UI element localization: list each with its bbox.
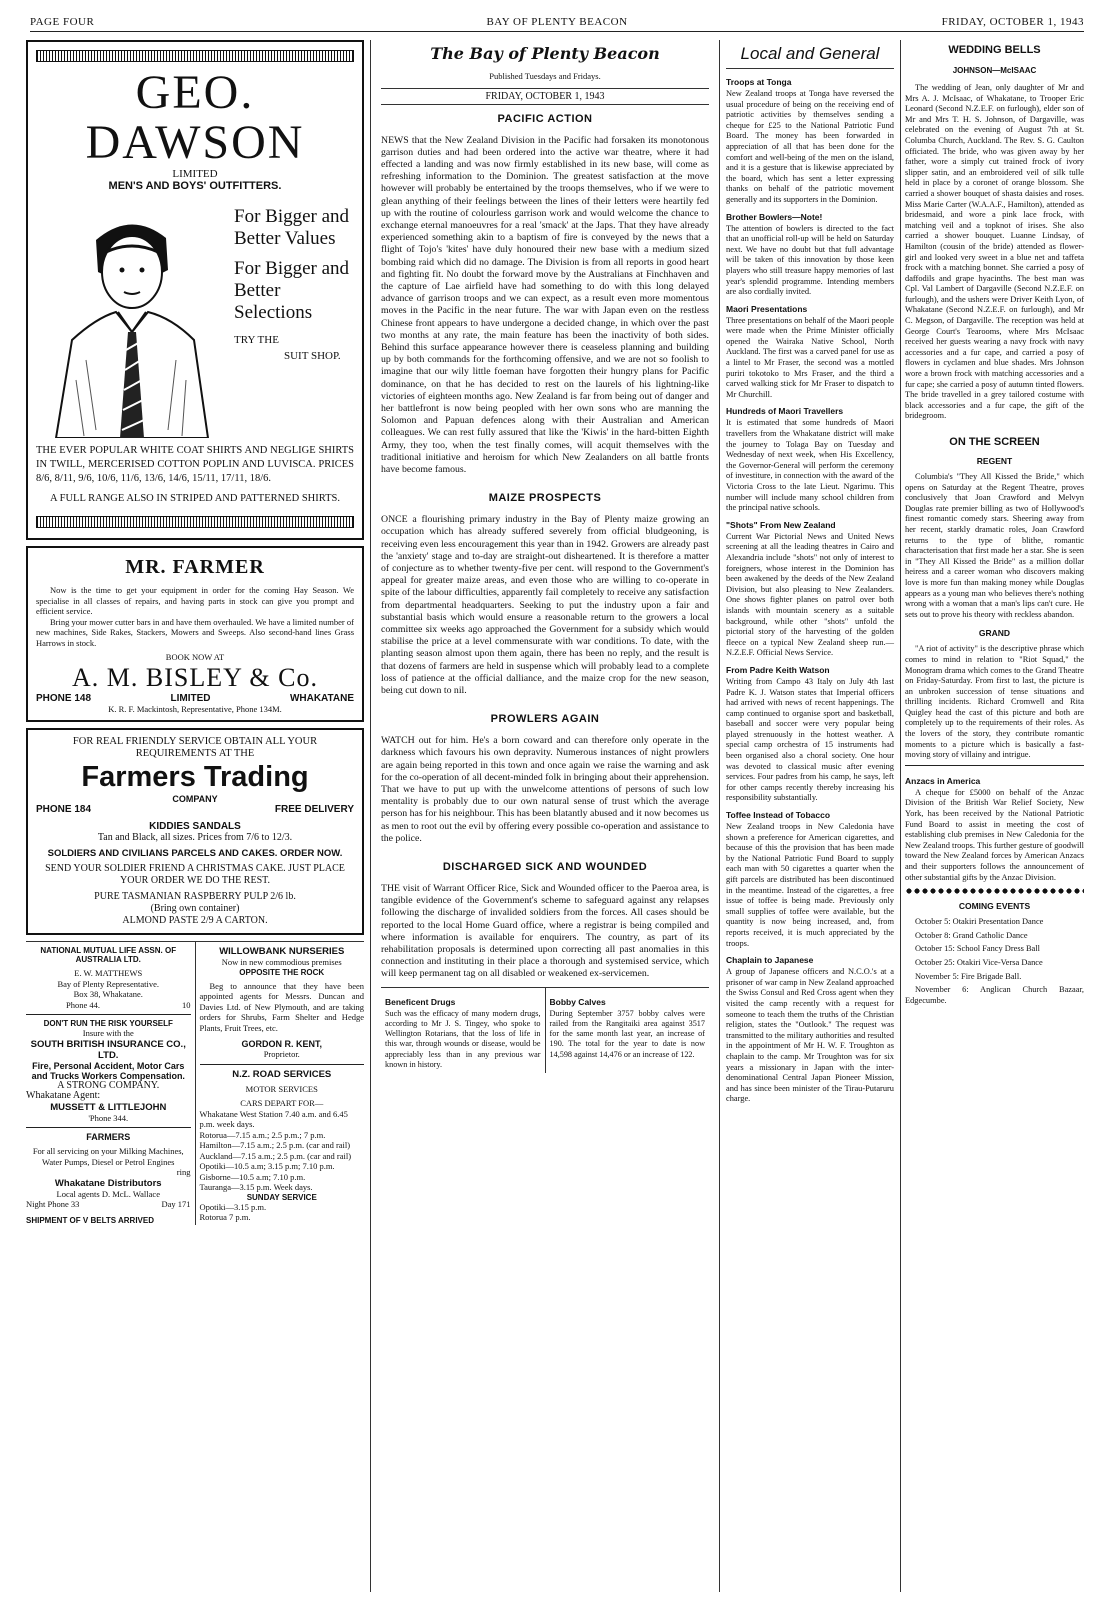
brief-calves xyxy=(545,988,710,1073)
strong-company: A STRONG COMPANY. xyxy=(57,1079,160,1091)
raspberry-pulp: PURE TASMANIAN RASPBERRY PULP 2/6 lb. xyxy=(94,891,296,902)
dawson-range: A FULL RANGE ALSO IN STRIPED AND PATTERNED SHIRTS. xyxy=(50,493,340,504)
mutual-phone-row xyxy=(26,1000,191,1011)
road-line: Tauranga—3.15 p.m. Week days. xyxy=(199,1182,313,1192)
sunday-service: SUNDAY SERVICE xyxy=(246,1192,317,1202)
news-item-title: Troops at Tonga xyxy=(726,77,792,87)
event-item: October 15: School Fancy Dress Ball xyxy=(915,944,1040,954)
grand-body: "A riot of activity" is the descriptive phrase which comes to mind in relation to "Riot Squad," the Monogram drama which comes to the Grand Theatre on Friday-Saturday. From first to last, the picture is an unbroken succession of tense situations and thrilling incidents. Richard Cromwell and Rita Quigley head the cast of this picture and both are completely up to the requirements of their roles. As the lovers of the story, they contribute romantic moments to a picture which is basically a fast-moving story of villainy and intrigue. xyxy=(905,644,1084,760)
willowbank-title: WILLOWBANK NURSERIES xyxy=(219,946,345,957)
news-item xyxy=(726,810,894,949)
news-item-body: A group of Japanese officers and N.C.O.'s at a prisoner of war camp in New Zealand approached the Swiss Consul and Red Cross agent when they visited the camp recently with a request for someone to teach them the truths of the Christian religion, states the "Outlook." The request was transmitted to the military authorities and resulted in the appointment of Mr H. W. F. Troughton as chaplain to the camp. Mr Troughton was for six years a missionary in Japan with the inter-denominational Central Japan Pioneer Mission, and has since been minister of the Tirau-Putaruru charge. xyxy=(726,967,894,1104)
mutual-title: NATIONAL MUTUAL LIFE ASSN. OF AUSTRALIA LTD. xyxy=(40,946,177,964)
news-item xyxy=(726,304,894,401)
page-masthead xyxy=(30,14,1084,32)
insurance-phone: 'Phone 344. xyxy=(88,1112,129,1123)
sunday-line: Opotiki—3.15 p.m. xyxy=(199,1201,267,1212)
book-now: BOOK NOW AT xyxy=(165,652,225,662)
trading-contact-row xyxy=(36,804,354,815)
road-line: Rotorua—7.15 a.m.; 2.5 p.m.; 7 p.m. xyxy=(199,1129,326,1140)
slogan-values: For Bigger and Better Values xyxy=(234,206,350,249)
editorial-masthead: The Bay of Plenty Beacon xyxy=(430,44,660,63)
bisley-town: WHAKATANE xyxy=(289,692,354,704)
decorative-stripe xyxy=(36,50,354,62)
news-item-body: Writing from Campo 43 Italy on July 4th last Padre K. J. Watson states that Imperial officers had arrived with news of recent happenings. The camp continued to organise sport and basketball, baseball and soccer were very popular being played strenuously in the hottest weather. A special camp orchestra of 15 instruments had been organised also a choral society. One hour was devoted to classical music after evening services. Four padres from his camp, he says, left for other camps recently thereby increasing his responsibility substantially. xyxy=(726,676,894,803)
day-phone: Day 171 xyxy=(161,1199,191,1209)
farmer-p1: Now is the time to get your equipment in order for the coming Hay Season. We specialise in all classes of repairs, and having parts in stock can give you prompt and efficient service. xyxy=(36,585,354,616)
local-general-column xyxy=(722,40,898,1592)
news-item xyxy=(726,955,894,1105)
brief-body: Such was the efficacy of many modern drugs, according to Mr J. S. Tingey, who spoke to Wellington Rotarians, that the loss of life in this war, through wounds or disease, would be appreciably less than in any previous war known in history. xyxy=(385,1008,541,1069)
news-item-body: Current War Pictorial News and United News screening at all the leading theatres in Cairo and Alexandria include "shots" not only of interest to foreigners, whose interest in the Dominion has been awakened by the deeds of the New Zealand Division, but also pleasing to New Zealanders. One shows fighter planes on patrol over both islands with mountain scenery as a suitable background, while other "shots" unfold the pictorial story of the harvesting of the golden fleece on a typical New Zealand sheep run.—N.Z.E.F. Official News Service. xyxy=(726,531,894,658)
regent-title: REGENT xyxy=(976,456,1013,466)
brief-drugs xyxy=(381,988,545,1073)
regent-body: Columbia's "They All Kissed the Bride," which opens on Saturday at the Regent Theatre, proves conclusively that Joan Crawford and Melvyn Douglas rate premier billing as two of Hollywood's finest romantic comedy stars. Sheering away from her recent, starkly dramatic roles, Joan Crawford returns to the type of blithe, romantic characterisation that first made her a star. She is seen in "They All Kissed the Bride" as a million dollar heiress and a career woman who discovers making love is more fun than making money while Douglas appears as a young man who believes there's nothing wrong with a woman that a man's lips can't cure. He sets out to prove his theory with reckless abandon. xyxy=(905,472,1084,619)
news-item-title: Toffee Instead of Tobacco xyxy=(726,810,831,821)
willowbank-owner: GORDON R. KENT, xyxy=(241,1039,322,1049)
article-body: NEWS that the New Zealand Division in the Pacific had forsaken its monotonous garrison duties and had been ordered into the active war theatre, where it had effected a landing and was now firmly established in its new base, will come as refreshing information to the Dominion. The greatest satisfaction at the move however will probably be entertained by the troops themselves, who if we were to glean anything of their feelings between the lines of their letters were heartily fed up with the routine of colourless garrison work and would welcome the chance to exchange eternal manoeuvres for a real 'smack' at the Japs. That they have already experienced something akin to a baptism of fire is conveyed by the news that a flight of Tojo's 'kites' have duly honoured their new base with a medium sized bombing raid which did no damage. The Division is from all reports in good heart and fighting fit. No doubt the forward move by the Australians at Finchhaven and the capture of Lae airfield have had something to do with this long delayed advance of garrison troops and we can expect, as a result even more momentous moves in the Pacific in the near future. The war with Japan even on the restless Chinese front appears to have undergone a decided change, in which over the past two months at any rate, the main feature has been the inactivity of both sides. Behind this surface appearance however there is ceaseless planning and building up by both commands for the forthcoming offensive, and we are not so foolish to imagine that our wily little foeman have forgotten their hungry plans for Pacific dominance, on that he has decided to rest on the laurels of his lightning-like victories of eighteen months ago. New Zealand is far from being out of danger and her battlefront is now being peopled with her own sons who are manning the Solomon and Papuan defences along with their Australian and American colleagues. We can rest fully assured that like the 'Kiwis' in the hard-bitten Eighth Army, they too, when the test finally comes, will acquit themselves with the traditional initiative and heroism for which New Zealanders on all battle fronts have become famous. xyxy=(381,134,709,475)
bisley-name: A. M. BISLEY & Co. xyxy=(72,662,318,692)
willowbank-opposite: OPPOSITE THE ROCK xyxy=(239,967,325,977)
farmer-p2: Bring your mower cutter bars in and have them overhauled. We have a limited number of new machines, Side Rakes, Stackers, Mowers and Sweeps. Also second-hand lines Grass Harrows in stock. xyxy=(36,616,354,648)
road-cars: CARS DEPART FOR— xyxy=(240,1098,324,1108)
night-phone: Night Phone 33 xyxy=(26,1199,80,1209)
suit-shop: SUIT SHOP. xyxy=(284,350,341,362)
trading-delivery: FREE DELIVERY xyxy=(274,804,354,815)
news-item-title: Chaplain to Japanese xyxy=(726,955,814,966)
paper-name: BAY OF PLENTY BEACON xyxy=(486,16,628,28)
brief-title: Beneficent Drugs xyxy=(385,996,456,1007)
bisley-phone: PHONE 148 xyxy=(36,692,92,704)
editorial-column xyxy=(370,40,720,1592)
insurance-lines: Fire, Personal Accident, Motor Cars and Trucks Workers Compensation. xyxy=(31,1060,185,1081)
dawson-illustration-row xyxy=(36,200,354,438)
willowbank-proprietor: Proprietor. xyxy=(263,1049,300,1059)
mutual-rep: Bay of Plenty Representative. xyxy=(57,978,159,989)
wedding-subtitle: JOHNSON—McISAAC xyxy=(952,66,1037,75)
sunday-line: Rotorua 7 p.m. xyxy=(199,1212,251,1222)
insurance-agent-name: MUSSETT & LITTLEJOHN xyxy=(50,1101,167,1113)
event-item: November 6: Anglican Church Bazaar, Edgecumbe. xyxy=(905,985,1084,1005)
farmer-title: MR. FARMER xyxy=(125,556,265,578)
wedding-title: WEDDING BELLS xyxy=(948,44,1041,56)
insurance-agent-label: Whakatane Agent: xyxy=(26,1090,101,1101)
news-item-body: The attention of bowlers is directed to the fact that an unofficial roll-up will be held on Saturday next. We have no doubt but that full advantage will be taken of this innovation by those keen players who still treasure happy memories of last year's splendid programme. Intending members are also cordially invited. xyxy=(726,223,894,297)
event-item: October 8: Grand Catholic Dance xyxy=(915,930,1028,940)
insurance-company: SOUTH BRITISH INSURANCE CO., LTD. xyxy=(30,1038,186,1061)
bisley-rep: K. R. F. Mackintosh, Representative, Phone 134M. xyxy=(108,703,282,714)
news-item xyxy=(726,406,894,513)
editorial-date: FRIDAY, OCTOBER 1, 1943 xyxy=(381,88,709,105)
try-the: TRY THE xyxy=(234,334,279,346)
article-title: DISCHARGED SICK AND WOUNDED xyxy=(442,861,648,874)
article-title: PACIFIC ACTION xyxy=(497,112,593,125)
road-motor: MOTOR SERVICES xyxy=(245,1083,318,1094)
small-ads-right xyxy=(196,942,365,1225)
event-item: October 5: Otakiri Presentation Dance xyxy=(915,917,1044,927)
news-item xyxy=(726,520,894,659)
mutual-name: E. W. MATTHEWS xyxy=(74,968,143,978)
willowbank-now: Now in new commodious premises xyxy=(221,957,342,967)
grand-title: GRAND xyxy=(978,628,1011,639)
ring: ring xyxy=(176,1167,191,1177)
news-item xyxy=(726,77,894,206)
farmers-agents: Local agents D. McL. Wallace xyxy=(56,1188,160,1199)
dawson-ad xyxy=(26,40,364,540)
farmers-title: FARMERS xyxy=(86,1132,131,1142)
brief-body: During September 3757 bobby calves were railed from the Rangitaiki area against 3517 for the same month last year, an increase of 190. The total for the year to date is now 14,598 against 14,476 or an increase of 122. xyxy=(549,1008,705,1059)
brief-title: Bobby Calves xyxy=(549,996,606,1007)
farmer-ad xyxy=(26,546,364,722)
news-item-title: From Padre Keith Watson xyxy=(726,664,830,675)
page-date: FRIDAY, OCTOBER 1, 1943 xyxy=(941,16,1084,28)
news-item-title: Maori Presentations xyxy=(726,303,808,314)
article-title: MAIZE PROSPECTS xyxy=(488,492,602,505)
decorative-stripe xyxy=(36,516,354,528)
news-item-body: New Zealand troops in New Caledonia have shown a preference for American cigarettes, and because of this the provision that has been made by the National Patriotic Fund Board to supply each man with 50 cigarettes a quarter when the gift parcels are distributed has been discontinued in the meantime. Instead of the cigarettes, a free issue of toffee is being made. Previously only small supplies of toffee were available, but the quantity is now being increased, and, from reports received, it is much appreciated by the troops. xyxy=(726,822,894,948)
article-title: PROWLERS AGAIN xyxy=(490,713,600,726)
dawson-subtitle: MEN'S AND BOYS' OUTFITTERS. xyxy=(108,180,282,192)
parcels-heading: SOLDIERS AND CIVILIANS PARCELS AND CAKES. ORDER NOW. xyxy=(47,848,343,859)
dawson-slogans xyxy=(226,200,354,438)
road-line: Opotiki—10.5 a.m; 3.15 p.m; 7.10 p.m. xyxy=(199,1161,335,1171)
own-container: (Bring own container) xyxy=(150,903,240,914)
trading-phone: PHONE 184 xyxy=(36,804,92,815)
news-item-body: It is estimated that some hundreds of Maori travellers from the Whakatane district will make the journey to Tolaga Bay on Tuesday and Wednesday of next week, when His Excellency, the Governor-General will perform the ceremony of investiture, in connection with the award of the Victoria Cross to the late Lieut. Ngarimu. This number will include many school children from the principal native schools. xyxy=(726,418,894,513)
farmers-distributors: Whakatane Distributors xyxy=(54,1177,162,1189)
christmas-cake: SEND YOUR SOLDIER FRIEND A CHRISTMAS CAKE. JUST PLACE YOUR ORDER WE DO THE REST. xyxy=(45,863,345,886)
news-item-title: "Shots" From New Zealand xyxy=(726,519,836,530)
article-body: ONCE a flourishing primary industry in the Bay of Plenty maize growing an occupation which has already suffered severely from official bludgeoning, is receiving even less encouragement this year than in 1942. Growers are already past the 'anxiety' stage and to-day are straight-out disheartened. It is therefore a matter of conjecture as to whether twenty-five per cent. will respond to the Government's appeal for greater maize areas, and even those who are willing to co-operate in spite of the labour difficulties, apparently fail completely to receive any satisfaction from departmental headquarters. Seeking to put the industry upon a fair and substantial basis which would ensure a reasonable return to the growers a local committee six weeks ago approached the Government for a subsidy which would stabilise the price at a level commensurate with war conditions. To date, with the planting season almost upon them again, there has been no reply, and the result is that dozens of farmers are held in suspense which will probably lead to a complete loss of patience at the official dalliance, and the maize crop for the new season, being cut down to nil. xyxy=(381,514,709,697)
mutual-phone: Phone 44. xyxy=(66,999,100,1010)
willowbank-body: Beg to announce that they have been appointed agents for Messrs. Duncan and Davies Ltd. of New Plymouth, and are taking orders for Shrubs, Farm Shelter and Hedge Plants, Fruit Trees, etc. xyxy=(199,980,364,1033)
road-title: N.Z. ROAD SERVICES xyxy=(232,1068,332,1080)
farmers-trading-ad xyxy=(26,728,364,935)
mutual-box: Box 38, Whakatane. xyxy=(73,989,143,999)
bisley-limited: LIMITED xyxy=(170,692,211,704)
farmers-body: For all servicing on your Milking Machines, Water Pumps, Diesel or Petrol Engines xyxy=(32,1146,184,1167)
small-ads-grid xyxy=(26,941,364,1225)
published-note: Published Tuesdays and Fridays. xyxy=(489,71,601,81)
trading-title: Farmers Trading xyxy=(81,761,309,793)
road-line: Hamilton—7.15 a.m.; 2.5 p.m. (car and rail) xyxy=(199,1140,351,1150)
bottom-briefs xyxy=(381,987,709,1073)
mutual-number: 10 xyxy=(182,999,191,1010)
insurance-title: DON'T RUN THE RISK YOURSELF xyxy=(43,1019,173,1028)
trading-intro: FOR REAL FRIENDLY SERVICE OBTAIN ALL YOUR REQUIREMENTS AT THE xyxy=(72,736,318,759)
small-ads-left xyxy=(26,942,196,1225)
insure-with: Insure with the xyxy=(82,1028,134,1038)
kiddies-sandals: KIDDIES SANDALS xyxy=(149,821,241,832)
news-item-body: New Zealand troops at Tonga have reversed the usual procedure of being on the receiving end of patriotic activities by themselves sending a cheque for £25 to the National Patriotic Fund Board. The money has been forwarded in appreciation of all that has been done for the comfort and well-being of the men on the island, and it is a gesture that is likewise appreciated by the board, which has sent a letter expressing thanks on behalf of the patriotic movement generally and its supporters in the Dominion. xyxy=(726,89,894,204)
decorative-border xyxy=(905,887,1084,895)
trading-company: COMPANY xyxy=(172,794,218,804)
local-general-title: Local and General xyxy=(726,44,894,69)
wedding-body: The wedding of Jean, only daughter of Mr and Mrs A. J. McIsaac, of Whakatane, to Trooper Eric Leonard (Second N.Z.E.F. on furlough), elder son of Mr and Mrs T. H. S. Johnson, of Dargaville, was celebrated on the evening of August 7th at St. Columba Church, Auckland. The Rev. S. G. Caulton officiated. The bride, who was given away by her father, wore a simply cut trained frock of ivory slipper satin, and an embroidered veil of silk tulle held in place by a coronet of orange blossom. She carried a shower bouquet of shasta daisies and roses. Miss Marie Carter (W.A.A.F., Hamilton), attended as bridesmaid, and wore a pink lace frock, with matching veil and a topknot of irises. She also carried a shower bouquet. Luanne Lindsay, of Hamilton (cousin of the bride) attended as flower-girl and looked very sweet in a blue net and taffeta frock with a matching bonnet. She carried a posy of daffodils and grape hyacinths. The best man was Cpl. Val Lambert of Dargaville (Second N.Z.E.F. on furlough), and the ushers were Driver Keith Lyon, of Whakatane (Second N.Z.E.F. on furlough), and Mr C. Megson, of Dargaville. The reception was held at George Court's Tearooms, where Mrs McIsaac received her guests wearing a navy frock with navy accessories and a fur cape, and carried a posy of flowers in cyclamen and blue shades. Mrs Johnson wore a brown frock with matching accessories and a fur cape; she carried a posy of autumn tinted flowers. The bride travelled in a grey tailored costume with black accessories and a fur cape, the gift of the bridegroom. xyxy=(905,83,1084,421)
anzacs-title: Anzacs in America xyxy=(905,775,981,786)
event-item: October 25: Otakiri Vice-Versa Dance xyxy=(915,957,1043,967)
news-item-title: Hundreds of Maori Travellers xyxy=(726,406,844,417)
news-item-body: Three presentations on behalf of the Maori people were made when the Prime Minister officially opened the Wairaka Native School, North Auckland. The first was a carved panel for use as a lintel to Mr Fraser, the second was a mottled puriri tokotoko to Mrs Fraser, and the third a carved walking stick for Mr Fraser to dispatch to Mr Churchill. xyxy=(726,315,894,399)
road-line: Gisborne—10.5 a.m; 7.10 p.m. xyxy=(199,1171,306,1182)
shipment-notice: SHIPMENT OF V BELTS ARRIVED xyxy=(26,1215,155,1225)
road-line: Whakatane West Station 7.40 a.m. and 6.45 p.m. week days. xyxy=(199,1108,348,1129)
road-line: Auckland—7.15 a.m.; 2.5 p.m. (car and rail) xyxy=(199,1150,352,1161)
event-item: November 5: Fire Brigade Ball. xyxy=(915,971,1022,981)
screen-title: ON THE SCREEN xyxy=(949,436,1040,448)
advertisements-column xyxy=(26,40,364,1592)
article-body: WATCH out for him. He's a born coward and can therefore only operate in the darkness which favours his own depravity. Numerous instances of night prowlers are again being reported in this town and once again we raise the warning and ask for the co-operation of all decent-minded folk in bringing about their apprehension. That we have to put up with the unwelcome attentions of persons of such low mentality is probably due to our own natural sense of trust which the average person has for his neighbour. This has been blatantly abused and it now becomes us as men to root out the evil by offering every possible co-operation and assistance to the police. xyxy=(381,735,709,844)
news-item-title: Brother Bowlers—Note! xyxy=(726,211,823,222)
news-item xyxy=(726,665,894,804)
social-column xyxy=(900,40,1088,1592)
page-number: PAGE FOUR xyxy=(30,16,95,28)
farmers-phones xyxy=(26,1199,191,1210)
slogan-selections: For Bigger and Better Selections xyxy=(234,258,350,323)
news-item xyxy=(726,212,894,298)
almond-paste: ALMOND PASTE 2/9 A CARTON. xyxy=(122,915,268,926)
sandals-prices: Tan and Black, all sizes. Prices from 7/6 to 12/3. xyxy=(97,832,293,843)
events-title: COMING EVENTS xyxy=(958,901,1031,912)
dawson-limited: LIMITED xyxy=(172,168,218,180)
anzacs-body: A cheque for £5000 on behalf of the Anzac Division of the British War Relief Society, New York, has been received by the National Patriotic Fund Board to assist in meeting the cost of establishing club premises in New Caledonia for the New Zealand troops. This further gesture of goodwill toward the New Zealand forces by American Anzacs and their supporters follows the announcement of other substantial gifts by the Anzac Division. xyxy=(905,787,1084,882)
article-body: THE visit of Warrant Officer Rice, Sick and Wounded officer to the Paeroa area, is tangible evidence of the Government's scheme to safeguard against any relapses following the discharge of invalided soldiers from the forces. All cases should be reported to the local Home Guard office, where a registrar is being compiled and where information is available for enquirers. The country, as part of its rehabilitation proposals is determined upon correcting all past anomalies in this connection and instituting in their place a thorough and systemised service, which will keep permanent tag on all disabled or weakened ex-servicemen. xyxy=(381,883,709,980)
dawson-title: GEO. DAWSON xyxy=(85,66,305,169)
bisley-contact-row xyxy=(36,693,354,704)
man-in-shirt-illustration xyxy=(36,200,226,438)
dawson-body: THE EVER POPULAR WHITE COAT SHIRTS AND NEGLIGE SHIRTS IN TWILL, MERCERISED COTTON POPLIN AND LUVISCA. PRICES 8/6, 8/11, 9/6, 10/6, 11/6, 13/6, 14/6, 15/11, 17/11, 18/6. xyxy=(36,445,354,484)
